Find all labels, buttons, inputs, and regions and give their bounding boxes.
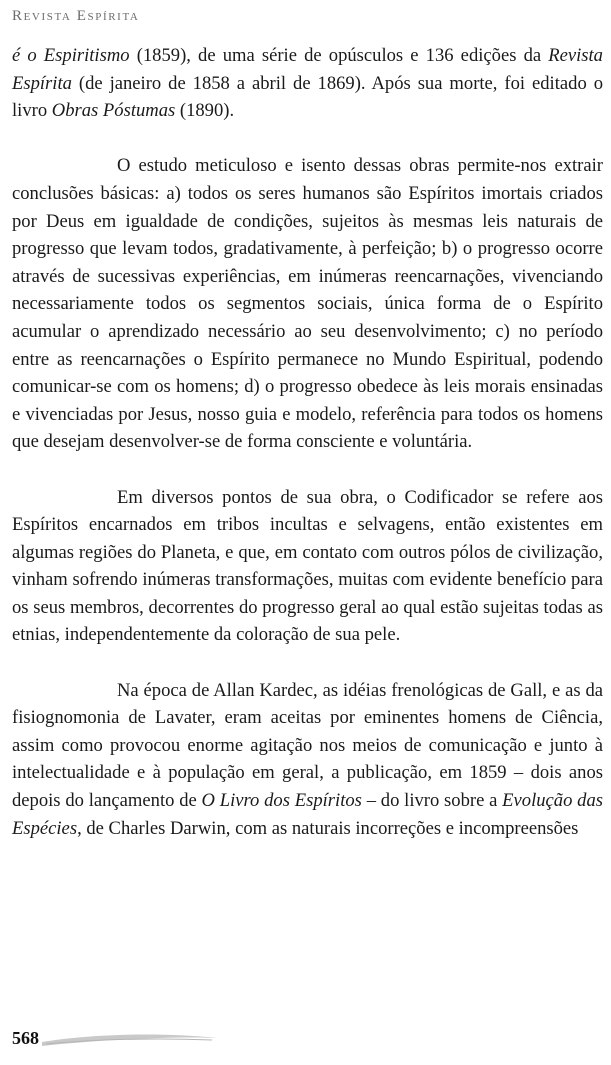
text-segment: – do livro sobre a — [361, 790, 503, 812]
text-segment: O Livro dos Espíritos — [201, 790, 362, 812]
text-segment: Em diversos pontos de sua obra, o Codificador se refere aos Espíritos encarnados em tribos incultas e selvagens, então existentes em algumas regiões do Planeta, e que, em contato com outros pólos de civilização, vinham sofrendo inúmeras transformações, muitas com evidente benefício para os seus membros, decorrentes do progresso geral ao qual estão sujeitas todas as etnias, independentemente da coloração de sua pele. — [12, 486, 603, 646]
text-segment: é o Espiritismo — [12, 45, 130, 66]
text-segment: (1859), de uma série de opúsculos e 136 edições da — [129, 45, 549, 66]
text-segment: Obras Póstumas — [51, 100, 176, 122]
paragraph-codificador — [12, 484, 603, 650]
text-segment: (1890). — [175, 100, 235, 122]
body-text — [12, 42, 603, 842]
page-number: 568 — [12, 1028, 39, 1048]
text-segment: Na época de Allan Kardec, as idéias frenológicas de Gall, e as da fisiognomonia de Lavater, eram aceitas por eminentes homens de Ciência, assim como provocou enorme agitação nos meios de comunicação e junto à intelectualidade e à população em geral, a publicação, em 1859 – dois anos depois do lançamento de — [12, 679, 603, 812]
running-head: Revista Espírita — [12, 8, 140, 24]
paragraph-continuation — [12, 42, 603, 125]
text-segment: O estudo meticuloso e isento dessas obras permite-nos extrair conclusões básicas: a) todos os seres humanos são Espíritos imortais criados por Deus em igualdade de condições, sujeitos às mesmas leis naturais de progresso que levam todos, gradativamente, à perfeição; b) o progresso ocorre através de sucessivas experiências, em inúmeras reencarnações, vivenciando necessariamente todos os segmentos sociais, única forma de o Espírito acumular o aprendizado necessário ao seu desenvolvimento; c) no período entre as reencarnações o Espírito permanece no Mundo Espiritual, podendo comunicar-se com os homens; d) o progresso obedece às leis morais ensinadas e vivenciadas por Jesus, nosso guia e modelo, referência para todos os homens que desejam desenvolver-se de forma consciente e voluntária. — [12, 155, 603, 453]
text-segment: (de janeiro de 1858 a abril de 1869). Após sua morte, foi editado o livro — [12, 72, 603, 122]
text-segment: Revista Espírita — [12, 45, 603, 94]
paragraph-kardec-era — [12, 677, 603, 843]
page-number-swoosh-ornament — [40, 1030, 220, 1050]
text-segment: Evolução das Espécies — [12, 790, 603, 839]
text-segment: , de Charles Darwin, com as naturais incorreções e incompreensões — [77, 817, 579, 839]
paragraph-conclusions — [12, 152, 603, 456]
